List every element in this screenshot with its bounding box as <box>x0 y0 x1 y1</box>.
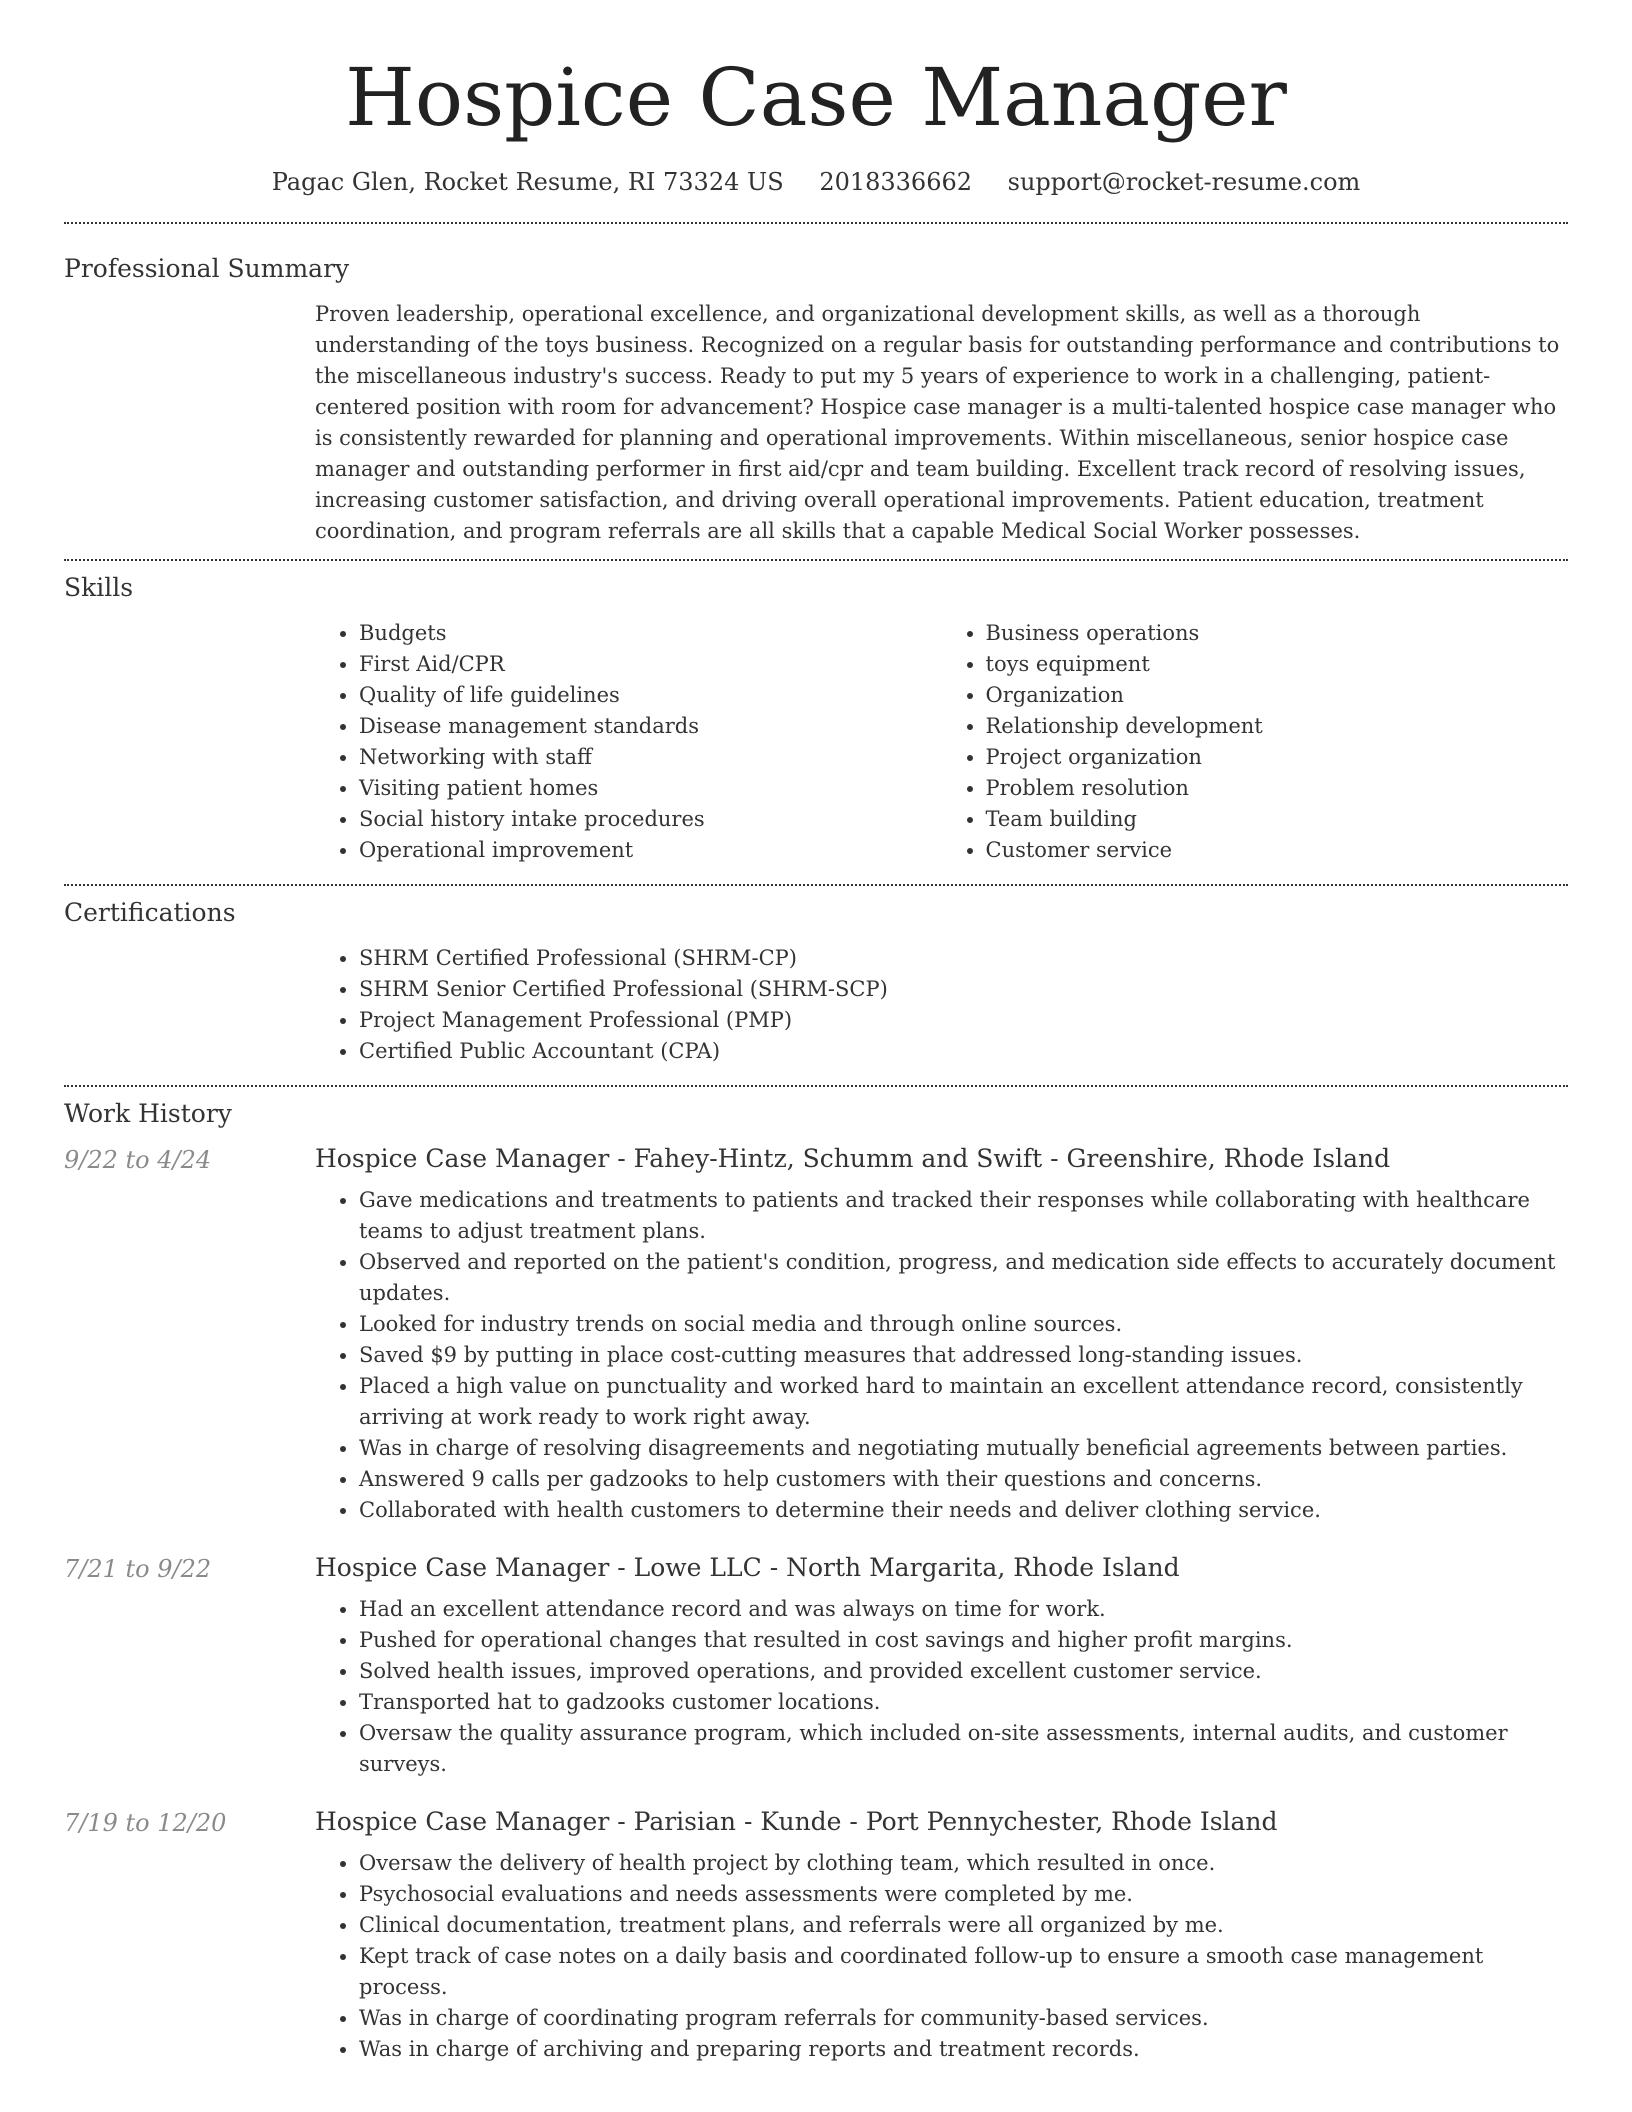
job-details <box>315 1144 1568 1526</box>
job-details <box>315 1553 1568 1780</box>
list-item: • Was in charge of archiving and preparing reports and treatment records. <box>359 2034 1568 2065</box>
skills-right-column <box>942 618 1569 866</box>
list-item: • SHRM Certified Professional (SHRM-CP) <box>359 943 1568 974</box>
list-item: • Kept track of case notes on a daily basis and coordinated follow-up to ensure a smooth case management process. <box>359 1941 1568 2003</box>
certifications-items <box>315 943 1568 1067</box>
contact-email[interactable]: support@rocket-resume.com <box>1007 168 1361 196</box>
job-details <box>315 1807 1568 2065</box>
job-entry <box>64 1553 1568 1780</box>
list-item: • SHRM Senior Certified Professional (SHRM-SCP) <box>359 974 1568 1005</box>
list-item: • Looked for industry trends on social media and through online sources. <box>359 1309 1568 1340</box>
job-bullets <box>315 1848 1568 2065</box>
divider <box>64 1085 1568 1087</box>
list-item: • Customer service <box>986 835 1569 866</box>
job-dates: 7/19 to 12/20 <box>64 1809 227 1837</box>
list-item: • Problem resolution <box>986 773 1569 804</box>
divider <box>64 559 1568 561</box>
list-item: • Was in charge of coordinating program referrals for community-based services. <box>359 2003 1568 2034</box>
job-entry <box>64 1144 1568 1526</box>
list-item: • Visiting patient homes <box>359 773 942 804</box>
divider <box>64 884 1568 886</box>
list-item: • Oversaw the quality assurance program, which included on-site assessments, internal audits, and customer surveys. <box>359 1718 1568 1780</box>
skills-left-column <box>315 618 942 866</box>
job-bullets <box>315 1185 1568 1526</box>
contact-address: Pagac Glen, Rocket Resume, RI 73324 US <box>271 168 784 196</box>
job-title: Hospice Case Manager - Fahey-Hintz, Schumm and Swift - Greenshire, Rhode Island <box>315 1144 1391 1173</box>
job-title: Hospice Case Manager - Parisian - Kunde - Port Pennychester, Rhode Island <box>315 1807 1278 1836</box>
list-item: • Project organization <box>986 742 1569 773</box>
list-item: • Answered 9 calls per gadzooks to help customers with their questions and concerns. <box>359 1464 1568 1495</box>
list-item: • Relationship development <box>986 711 1569 742</box>
certifications-list <box>315 943 1568 1067</box>
list-item: • Certified Public Accountant (CPA) <box>359 1036 1568 1067</box>
list-item: • Gave medications and treatments to patients and tracked their responses while collaborating with healthcare teams to adjust treatment plans. <box>359 1185 1568 1247</box>
list-item: • Operational improvement <box>359 835 942 866</box>
list-item: • Project Management Professional (PMP) <box>359 1005 1568 1036</box>
list-item: • Collaborated with health customers to determine their needs and deliver clothing service. <box>359 1495 1568 1526</box>
job-dates: 9/22 to 4/24 <box>64 1146 212 1174</box>
list-item: • Disease management standards <box>359 711 942 742</box>
candidate-name: Hospice Case Manager <box>345 51 1287 144</box>
list-item: • Oversaw the delivery of health project by clothing team, which resulted in once. <box>359 1848 1568 1879</box>
skills-heading: Skills <box>64 573 134 602</box>
skills-list <box>315 618 1568 866</box>
job-dates: 7/21 to 9/22 <box>64 1555 212 1583</box>
list-item: • Solved health issues, improved operations, and provided excellent customer service. <box>359 1656 1568 1687</box>
list-item: • Psychosocial evaluations and needs assessments were completed by me. <box>359 1879 1568 1910</box>
list-item: • Team building <box>986 804 1569 835</box>
list-item: • Had an excellent attendance record and was always on time for work. <box>359 1594 1568 1625</box>
job-bullets <box>315 1594 1568 1780</box>
list-item: • Transported hat to gadzooks customer locations. <box>359 1687 1568 1718</box>
list-item: • Pushed for operational changes that resulted in cost savings and higher profit margins. <box>359 1625 1568 1656</box>
work-history-heading: Work History <box>64 1099 232 1128</box>
list-item: • First Aid/CPR <box>359 649 942 680</box>
list-item: • Business operations <box>986 618 1569 649</box>
job-entry <box>64 1807 1568 2065</box>
list-item: • Budgets <box>359 618 942 649</box>
divider <box>64 222 1568 224</box>
work-history-list <box>64 1144 1568 2065</box>
certifications-heading: Certifications <box>64 898 236 927</box>
summary-heading: Professional Summary <box>64 254 350 283</box>
list-item: • Networking with staff <box>359 742 942 773</box>
list-item: • Clinical documentation, treatment plans, and referrals were all organized by me. <box>359 1910 1568 1941</box>
job-title: Hospice Case Manager - Lowe LLC - North Margarita, Rhode Island <box>315 1553 1180 1582</box>
list-item: • toys equipment <box>986 649 1569 680</box>
list-item: • Quality of life guidelines <box>359 680 942 711</box>
list-item: • Saved $9 by putting in place cost-cutting measures that addressed long-standing issues. <box>359 1340 1568 1371</box>
contact-line <box>64 168 1568 196</box>
list-item: • Social history intake procedures <box>359 804 942 835</box>
summary-text: Proven leadership, operational excellence, and organizational development skills, as well as a thorough understanding of the toys business. Recognized on a regular basis for outstanding performance and contributions to the miscellaneous industry's success. Ready to put my 5 years of experience to work in a challenging, patient-centered position with room for advancement? Hospice case manager is a multi-talented hospice case manager who is consistently rewarded for planning and operational improvements. Within miscellaneous, senior hospice case manager and outstanding performer in first aid/cpr and team building. Excellent track record of resolving issues, increasing customer satisfaction, and driving overall operational improvements. Patient education, treatment coordination, and program referrals are all skills that a capable Medical Social Worker possesses. <box>315 302 1560 543</box>
list-item: • Observed and reported on the patient's condition, progress, and medication side effects to accurately document updates. <box>359 1247 1568 1309</box>
resume-page <box>64 0 1568 2065</box>
contact-phone: 2018336662 <box>819 168 973 196</box>
list-item: • Was in charge of resolving disagreements and negotiating mutually beneficial agreements between parties. <box>359 1433 1568 1464</box>
list-item: • Organization <box>986 680 1569 711</box>
list-item: • Placed a high value on punctuality and worked hard to maintain an excellent attendance record, consistently arriving at work ready to work right away. <box>359 1371 1568 1433</box>
